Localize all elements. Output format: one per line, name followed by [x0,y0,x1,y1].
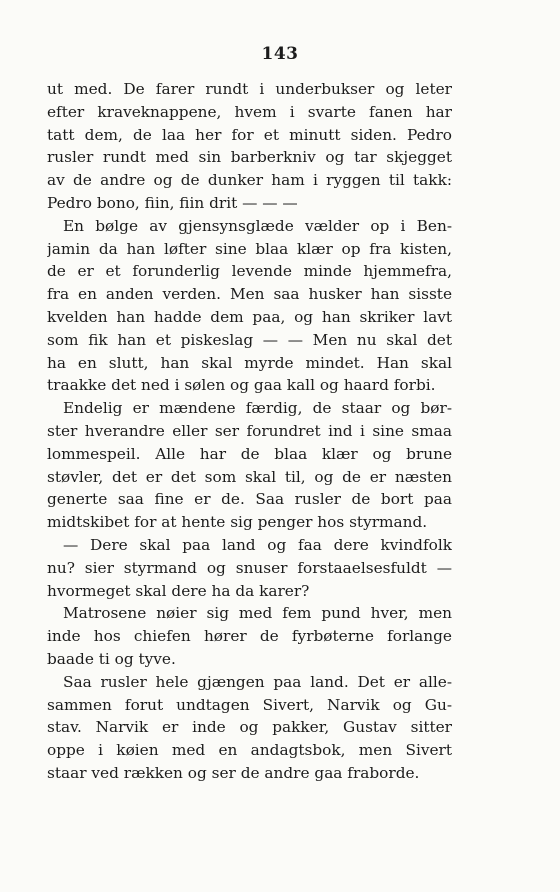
text-line: støvler, det er det som skal til, og de er næsten [47,467,452,486]
text-line: efter kraveknappene, hvem i svarte fanen har [47,102,452,121]
paragraph [47,671,452,785]
text-line: nu? sier styrmand og snuser forstaaelsesfuldt — [47,558,452,577]
text-line: ut med. De farer rundt i underbukser og leter [47,80,452,98]
paragraph [47,534,452,602]
text-line: ster hverandre eller ser forundret ind i sine smaa [47,421,452,440]
body-text [47,78,452,785]
page-number: 143 [261,44,299,64]
text-line: hvormeget skal dere ha da karer? [47,581,310,600]
text-line: Pedro bono, fiin, fiin drit — — — [47,193,298,212]
text-line: de er et forunderlig levende minde hjemmefra, [47,262,452,281]
text-line: jamin da han løfter sine blaa klær op fra kisten, [47,239,452,258]
text-line: Endelig er mændene færdig, de staar og bør- [63,399,452,418]
text-line: baade ti og tyve. [47,649,176,668]
text-line: som fik han et piskeslag — — Men nu skal det [47,330,452,349]
text-line: generte saa fine er de. Saa rusler de bort paa [47,490,452,509]
text-line: rusler rundt med sin barberkniv og tar skjegget [47,148,452,167]
text-line: En bølge av gjensynsglæde vælder op i Ben- [63,216,452,235]
text-line: tatt dem, de laa her for et minutt siden. Pedro [47,125,452,144]
text-line: ha en slutt, han skal myrde mindet. Han skal [47,353,452,372]
text-line: av de andre og de dunker ham i ryggen til takk: [47,171,452,190]
text-line: lommespeil. Alle har de blaa klær og brune [47,444,452,463]
text-line: oppe i køien med en andagtsbok, men Sivert [47,741,452,760]
paragraph [47,215,452,397]
paragraph [47,397,452,534]
text-line: Saa rusler hele gjængen paa land. Det er alle- [63,672,452,691]
text-line: sammen forut undtagen Sivert, Narvik og Gu- [47,695,452,714]
paragraph [47,78,452,215]
text-line: kvelden han hadde dem paa, og han skriker lavt [47,307,452,326]
text-line: traakke det ned i sølen og gaa kall og haard forbi. [47,376,436,395]
text-line: stav. Narvik er inde og pakker, Gustav sitter [47,718,452,737]
text-line: midtskibet for at hente sig penger hos styrmand. [47,513,428,532]
text-line: Matrosene nøier sig med fem pund hver, men [63,604,452,623]
text-line: fra en anden verden. Men saa husker han sisste [47,285,452,304]
text-line: staar ved rækken og ser de andre gaa fraborde. [47,763,420,782]
text-line: — Dere skal paa land og faa dere kvindfolk [63,535,452,554]
paragraph [47,602,452,670]
text-line: inde hos chiefen hører de fyrbøterne forlange [47,627,452,646]
